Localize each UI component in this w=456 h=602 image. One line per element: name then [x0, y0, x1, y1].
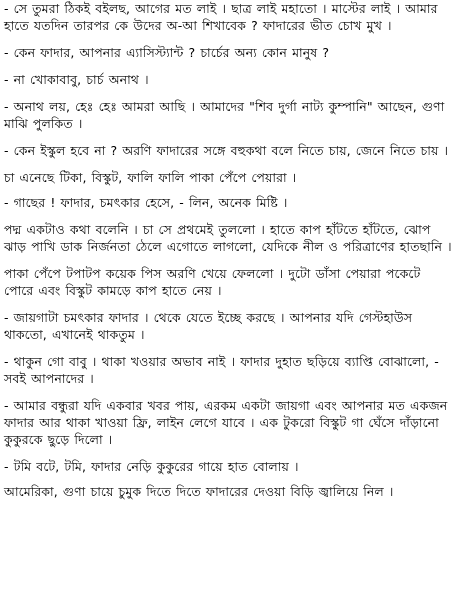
paragraph: - গাছের ! ফাদার, চমৎকার হেসে, - লিন, অনেক মিষ্টি । [4, 195, 288, 210]
paragraph: - অনাথ লয়, হেঃ হেঃ আমরা আছি । আমাদের "শিব দুর্গা নাট্য কুম্পানি" আছেন, গুণা মাঝি পুলকিত । [4, 99, 445, 131]
paragraph: - টমি বটে, টমি, ফাদার নেড়ি কুকুরের গায়ে হাত বোলায় । [4, 459, 299, 474]
document-page [4, 0, 452, 510]
paragraph: - কেন ফাদার, আপনার এ্যাসিস্ট্যান্ট ? চার্চের অন্য কোন মানুষ ? [4, 45, 330, 60]
paragraph: - থাকুন গো বাবু । থাকা খওয়ার অভাব নাই । ফাদার দুহাত ছড়িয়ে ব্যাপ্তি বোঝালো, - সবই আপনাদের । [4, 354, 439, 386]
paragraph: আমেরিকা, গুণা চায়ে চুমুক দিতে দিতে ফাদারের দেওয়া বিড়ি জ্বালিয়ে নিল । [4, 484, 394, 499]
paragraph: পাকা পেঁপে টপাটপ কয়েক পিস অরণি খেয়ে ফেললো । দুটো ডাঁসা পেয়ারা পকেটে পোরে এবং বিস্কুট কামড়ে কাপ হাতে নেয় । [4, 266, 421, 298]
paragraph: চা এনেছে টিকা, বিস্কুট, ফালি ফালি পাকা পেঁপে পেয়ারা । [4, 170, 297, 185]
paragraph: পদ্ম একটাও কথা বলেনি । চা সে প্রথমেই তুললো । হাতে কাপ হাঁটতে হাঁটতে, ঝোপ ঝাড় পাখি ডাক নির্জনতা ঠেলে এগোতে লাগলো, যেদিকে নীল ও পরিত্রাণের হাতছানি । [4, 222, 452, 254]
paragraph: - সে তুমরা ঠিকই বইলছ, আগের মত লাই । ছাত্র লাই মহাতো । মাস্টের লাই । আমার হাতে যতদিন তারপর কে উদের অ-আ শিখাবেক ? ফাদারের ভীত চোখ মুখ । [4, 1, 438, 33]
paragraph: - কেন ইস্কুল হবে না ? অরণি ফাদারের সঙ্গে বহুকথা বলে নিতে চায়, জেনে নিতে চায় । [4, 143, 449, 158]
paragraph: - আমার বন্ধুরা যদি একবার খবর পায়, এরকম একটা জায়গা এবং আপনার মত একজন ফাদার আর থাকা খাওয়া ফ্রি, লাইন লেগে যাবে । এক টুকরো বিস্কুট গা ঘেঁসে দাঁড়ানো কুকুরকে ছুড়ে দিলো । [4, 398, 448, 447]
paragraph: - না খোকাবাবু, চার্চ অনাথ । [4, 72, 149, 87]
paragraph: - জায়গাটা চমৎকার ফাদার । থেকে যেতে ইচ্ছে করছে । আপনার যদি গেস্টহাউস থাকতো, এখানেই থাকতুম । [4, 310, 413, 342]
